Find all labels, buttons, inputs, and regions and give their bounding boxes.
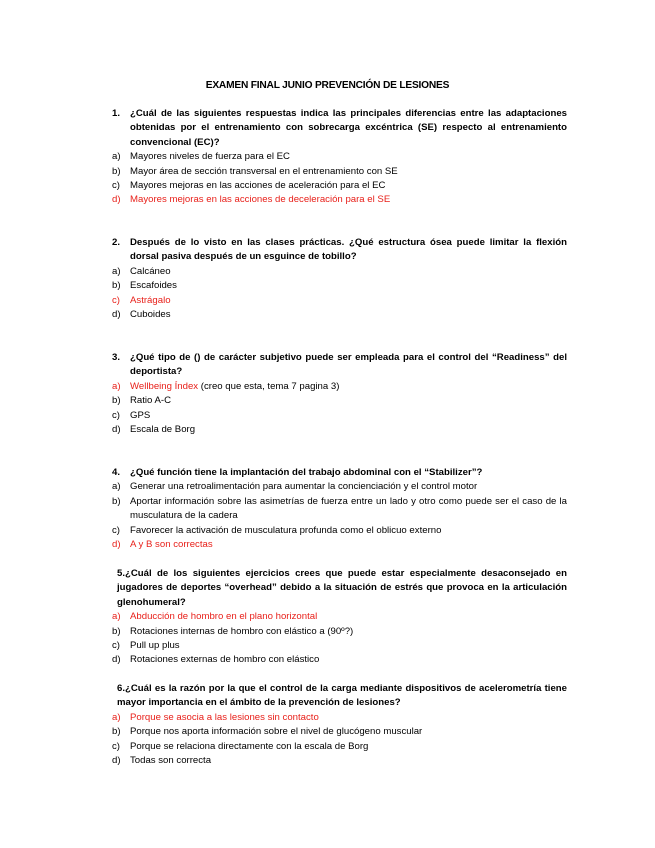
option: a) Generar una retroalimentación para aumentar la concienciación y el control motor (112, 481, 478, 493)
option: c) GPS (112, 409, 151, 421)
option: d) Cuboides (112, 309, 171, 321)
question-number: 5. (117, 568, 126, 579)
option: d) Rotaciones externas de hombro con elástico (112, 654, 320, 666)
option: b) Rotaciones internas de hombro con elástico a (90º?) (112, 625, 354, 637)
question-number: 1. (112, 108, 121, 119)
question-text: 6.¿Cuál es la razón por la que el control de la carga mediante dispositivos de acelerometría tiene mayor importancia en el ámbito de la prevención de lesiones? (117, 683, 567, 709)
option-correct: c) Astrágalo (112, 294, 171, 306)
question-text: 5.¿Cuál de los siguientes ejercicios crees que puede estar especialmente desaconsejado en jugadores de deportes “overhead” debido a la situación de estrés que provoca en la articulación glenohumeral? (117, 568, 567, 608)
question-6 (0, 682, 655, 768)
question-2 (0, 236, 655, 322)
question-text: 1. ¿Cuál de las siguientes respuestas indica las principales diferencias entre las adaptaciones obtenidas por el entrenamiento con sobrecarga excéntrica (SE) respecto al entrenamiento convencional (EC)? (112, 108, 567, 148)
option-correct: a) Porque se asocia a las lesiones sin contacto (112, 711, 319, 723)
question-3 (0, 351, 655, 437)
option: c) Porque se relaciona directamente con la escala de Borg (112, 740, 369, 752)
option-correct: a) Abducción de hombro en el plano horizontal (112, 611, 318, 623)
option: b) Porque nos aporta información sobre el nivel de glucógeno muscular (112, 726, 423, 738)
question-number: 2. (112, 237, 121, 248)
option: c) Mayores mejoras en las acciones de aceleración para el EC (112, 180, 386, 192)
option: d) Escala de Borg (112, 424, 196, 436)
option: b) Escafoides (112, 280, 177, 292)
option: d) Todas son correcta (112, 755, 212, 767)
option: a) Calcáneo (112, 265, 171, 277)
question-text: 2. Después de lo visto en las clases prácticas. ¿Qué estructura ósea puede limitar la flexión dorsal pasiva después de un esguince de tobillo? (112, 237, 567, 263)
option: c) Favorecer la activación de musculatura profunda como el oblicuo externo (112, 524, 442, 536)
page-title: EXAMEN FINAL JUNIO PREVENCIÓN DE LESIONES (205, 80, 450, 91)
question-4 (0, 466, 655, 552)
option: c) Pull up plus (112, 640, 180, 652)
option: b) Aportar información sobre las asimetrías de fuerza entre un lado y otro como puede ser el caso de la musculatura de la cadera (112, 495, 567, 522)
question-text: 4. ¿Qué función tiene la implantación del trabajo abdominal con el “Stabilizer”? (0, 466, 655, 480)
option-correct: a) Wellbeing Índex (creo que esta, tema 7 pagina 3) (112, 380, 340, 392)
option: a) Mayores niveles de fuerza para el EC (112, 151, 290, 163)
option: b) Ratio A-C (112, 395, 172, 407)
option-correct: d) A y B son correctas (112, 539, 213, 551)
question-1 (0, 107, 655, 208)
option-correct: d) Mayores mejoras en las acciones de deceleración para el SE (112, 194, 391, 206)
question-number: 3. (112, 352, 121, 363)
question-text: 3. ¿Qué tipo de () de carácter subjetivo puede ser empleada para el control del “Readiness” del deportista? (112, 352, 567, 378)
question-number: 4. (112, 467, 121, 478)
option: b) Mayor área de sección transversal en el entrenamiento con SE (112, 165, 398, 177)
question-number: 6. (117, 683, 126, 694)
question-5 (0, 567, 655, 668)
option-note: (creo que esta, tema 7 pagina 3) (198, 380, 340, 392)
